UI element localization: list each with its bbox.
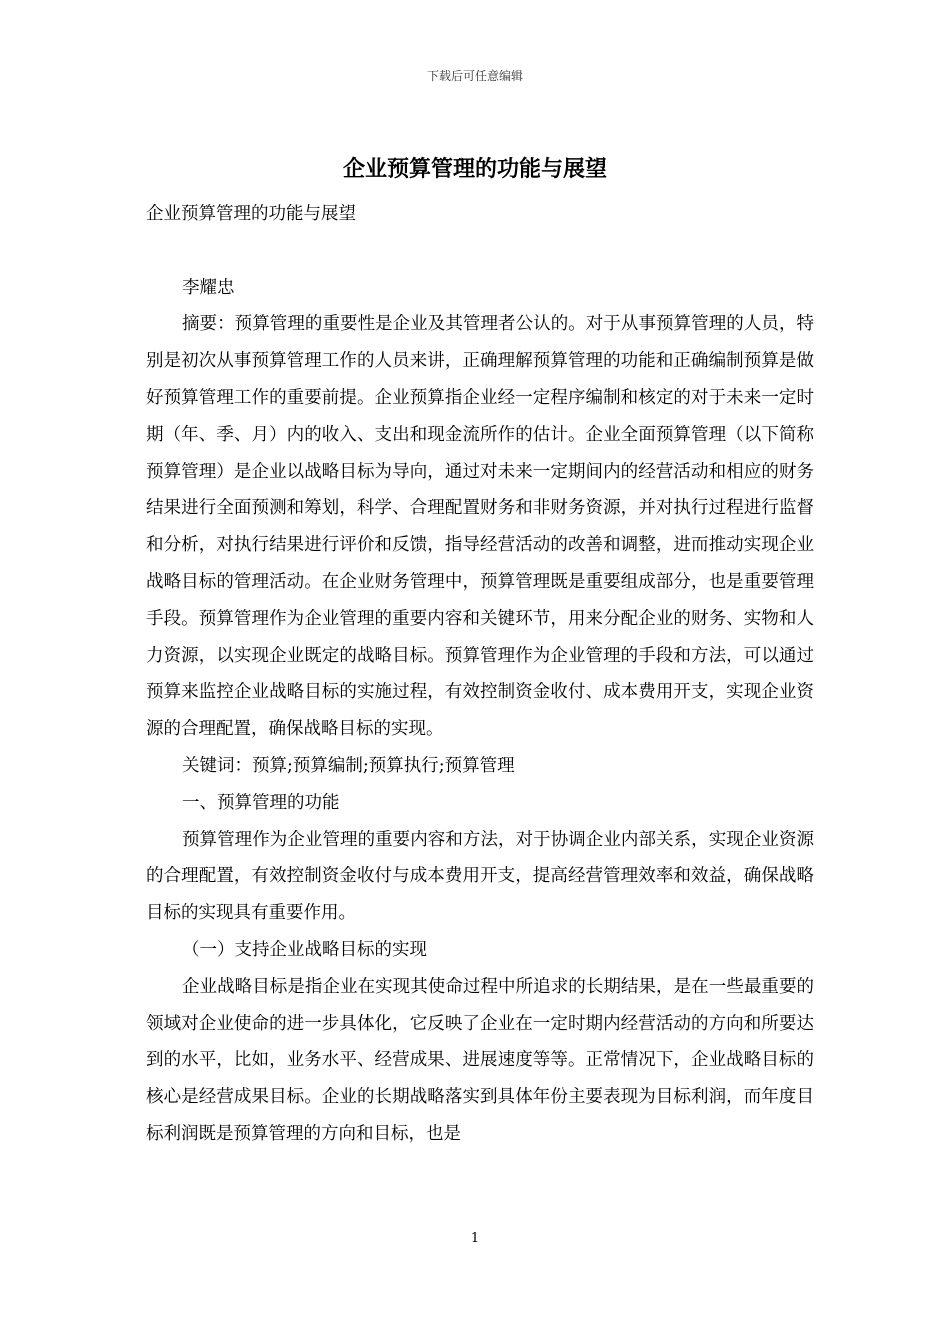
subsection-heading: （一）支持企业战略目标的实现: [182, 939, 427, 960]
page-number: 1: [470, 1231, 480, 1246]
document-body: [146, 196, 814, 1153]
section-heading: 一、预算管理的功能: [182, 792, 340, 813]
keywords-line: 关键词：预算;预算编制;预算执行;预算管理: [182, 755, 515, 776]
document-subtitle: 企业预算管理的功能与展望: [146, 204, 356, 224]
blank-line: [146, 233, 814, 270]
abstract-paragraph: 摘要：预算管理的重要性是企业及其管理者公认的。对于从事预算管理的人员，特别是初次从事预算管理工作的人员来讲，正确理解预算管理的功能和正确编制预算是做好预算管理工作的重要前提。企业预算指企业经一定程序编制和核定的对于未来一定时期（年、季、月）内的收入、支出和现金流所作的估计。企业全面预算管理（以下简称预算管理）是企业以战略目标为导向，通过对未来一定期间内的经营活动和相应的财务结果进行全面预测和筹划，科学、合理配置财务和非财务资源，并对执行过程进行监督和分析，对执行结果进行评价和反馈，指导经营活动的改善和调整，进而推动实现企业战略目标的管理活动。在企业财务管理中，预算管理既是重要组成部分，也是重要管理手段。预算管理作为企业管理的重要内容和关键环节，用来分配企业的财务、实物和人力资源，以实现企业既定的战略目标。预算管理作为企业管理的手段和方法，可以通过预算来监控企业战略目标的实施过程，有效控制资金收付、成本费用开支，实现企业资源的合理配置，确保战略目标的实现。: [146, 314, 814, 740]
author-name: 李耀忠: [182, 277, 235, 298]
document-title: 企业预算管理的功能与展望: [342, 156, 607, 182]
body-paragraph: 企业战略目标是指企业在实现其使命过程中所追求的长期结果，是在一些最重要的领域对企业使命的进一步具体化，它反映了企业在一定时期内经营活动的方向和所要达到的水平，比如，业务水平、经营成果、进展速度等等。正常情况下，企业战略目标的核心是经营成果目标。企业的长期战略落实到具体年份主要表现为目标利润，而年度目标利润既是预算管理的方向和目标，也是: [146, 976, 814, 1144]
body-paragraph: 预算管理作为企业管理的重要内容和方法，对于协调企业内部关系，实现企业资源的合理配置，有效控制资金收付与成本费用开支，提高经营管理效率和效益，确保战略目标的实现具有重要作用。: [146, 829, 814, 924]
header-note: 下载后可任意编辑: [426, 69, 523, 83]
